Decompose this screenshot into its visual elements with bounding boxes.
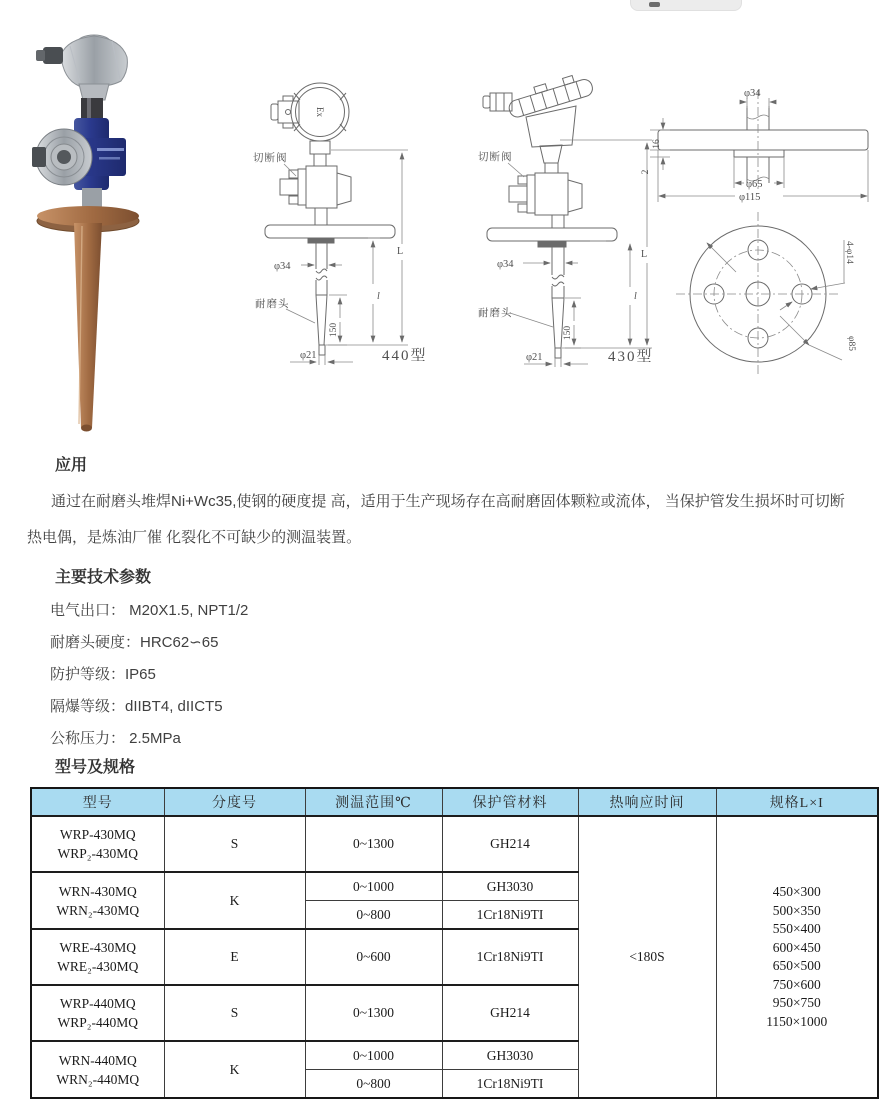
model-line: WRN-430MQ: [58, 883, 137, 899]
model-cell: [31, 1041, 164, 1098]
size-item: 450×300: [772, 884, 821, 899]
size-item: 550×400: [772, 921, 821, 936]
dim-L: L: [397, 246, 404, 257]
label-cutoff-valve: 切断阀: [478, 151, 513, 163]
range-cell: 0~800: [305, 1070, 442, 1099]
dim-l: l: [634, 291, 637, 302]
graduation-cell: S: [164, 985, 305, 1041]
dim-150: 150: [329, 322, 339, 338]
type-label-440: 440型: [382, 348, 428, 364]
graduation-cell: K: [164, 1041, 305, 1098]
graduation-cell: K: [164, 872, 305, 929]
col-header-size: 规格L×I: [716, 788, 878, 816]
material-cell: GH214: [442, 985, 578, 1041]
model-line: WRN₂-430MQ: [56, 902, 140, 918]
param-electrical-outlet: 电气出口： M20X1.5, NPT1/2: [50, 602, 249, 619]
col-header-model: 型号: [31, 788, 164, 816]
size-item: 500×350: [772, 902, 821, 918]
range-cell: 0~1300: [305, 816, 442, 872]
graduation-cell: E: [164, 929, 305, 985]
size-item: 950×750: [772, 995, 821, 1010]
dim-phi21: φ21: [300, 350, 317, 361]
dim-2: 2: [641, 169, 651, 175]
size-item: 600×450: [772, 939, 821, 955]
col-header-range: 测温范围℃: [305, 788, 442, 816]
dim-150: 150: [563, 325, 573, 341]
models-title: 型号及规格: [55, 759, 136, 776]
col-header-graduation: 分度号: [164, 788, 305, 816]
tech-params-title: 主要技术参数: [55, 569, 152, 586]
diagram-440: [228, 72, 443, 377]
graduation-cell: S: [164, 816, 305, 872]
dim-phi65: φ65: [746, 179, 763, 190]
model-line: WRP₂-440MQ: [57, 1015, 138, 1030]
dim-phi85: φ85: [846, 336, 856, 351]
header-row: [31, 788, 878, 816]
table-row: [31, 816, 878, 872]
param-nominal-pressure: 公称压力： 2.5MPa: [50, 730, 181, 747]
range-cell: 0~1000: [305, 1041, 442, 1070]
dim-phi115: φ115: [739, 192, 761, 203]
param-wear-head-hardness: 耐磨头硬度：HRC62∽65: [50, 634, 219, 651]
size-item: 1150×1000: [766, 1013, 828, 1029]
dim-phi34: φ34: [274, 261, 291, 272]
model-line: WRN₂-440MQ: [56, 1071, 140, 1087]
top-control-mark: [649, 2, 660, 7]
dim-phi34: φ34: [744, 88, 761, 99]
label-wear-head: 耐磨头: [255, 298, 290, 310]
param-protection-grade: 防护等级：IP65: [50, 666, 156, 683]
dim-phi21: φ21: [526, 352, 543, 363]
dim-L: L: [641, 249, 648, 260]
top-partial-control[interactable]: [630, 0, 742, 11]
range-cell: 0~1300: [305, 985, 442, 1041]
model-line: WRN-440MQ: [58, 1052, 137, 1068]
model-cell: [31, 929, 164, 985]
photo-valve-body: [32, 118, 126, 190]
model-cell: [31, 816, 164, 872]
spec-table: [30, 787, 879, 1099]
specs-cell: [716, 816, 878, 1098]
size-item: 750×600: [772, 976, 821, 992]
label-wear-head: 耐磨头: [478, 307, 513, 319]
diagram-430: [450, 65, 660, 380]
range-cell: 0~600: [305, 929, 442, 985]
col-header-response: 热响应时间: [578, 788, 716, 816]
dim-l: l: [377, 291, 380, 302]
range-cell: 0~1000: [305, 872, 442, 901]
material-cell: 1Cr18Ni9TI: [442, 1070, 578, 1099]
ex-mark: Ex: [315, 107, 325, 117]
model-cell: [31, 872, 164, 929]
model-line: WRP₂-430MQ: [57, 846, 138, 861]
type-label-430: 430型: [608, 349, 654, 365]
model-line: WRE₂-430MQ: [57, 959, 139, 974]
dim-4-phi14: 4-φ14: [844, 241, 854, 264]
photo-flange-probe: [37, 188, 139, 432]
dim-16: 16: [652, 139, 662, 149]
flange-drawings: [640, 78, 877, 383]
response-cell: <180S: [578, 816, 716, 1098]
size-item: 650×500: [772, 958, 821, 973]
application-body: 通过在耐磨头堆焊Ni+Wc35,使钢的硬度提 高，适用于生产现场存在高耐磨固体颗粒或流体， 当保护管发生损坏时可切断热电偶，是炼油厂催 化裂化不可缺少的测温装置。: [27, 493, 845, 546]
material-cell: GH214: [442, 816, 578, 872]
model-cell: [31, 985, 164, 1041]
col-header-material: 保护管材料: [442, 788, 578, 816]
model-line: WRP-440MQ: [59, 996, 136, 1011]
material-cell: 1Cr18Ni9TI: [442, 929, 578, 985]
range-cell: 0~800: [305, 901, 442, 930]
model-line: WRP-430MQ: [59, 827, 136, 842]
model-line: WRE-430MQ: [59, 940, 136, 955]
application-title: 应用: [55, 457, 88, 474]
product-photo: [20, 30, 200, 440]
material-cell: GH3030: [442, 1041, 578, 1070]
content: [27, 456, 853, 778]
dim-phi34: φ34: [497, 259, 514, 270]
param-explosion-proof-grade: 隔爆等级：dIIBT4, dIICT5: [50, 698, 223, 715]
label-cutoff-valve: 切断阀: [253, 152, 288, 164]
photo-head: [36, 35, 127, 100]
material-cell: GH3030: [442, 872, 578, 901]
material-cell: 1Cr18Ni9TI: [442, 901, 578, 930]
